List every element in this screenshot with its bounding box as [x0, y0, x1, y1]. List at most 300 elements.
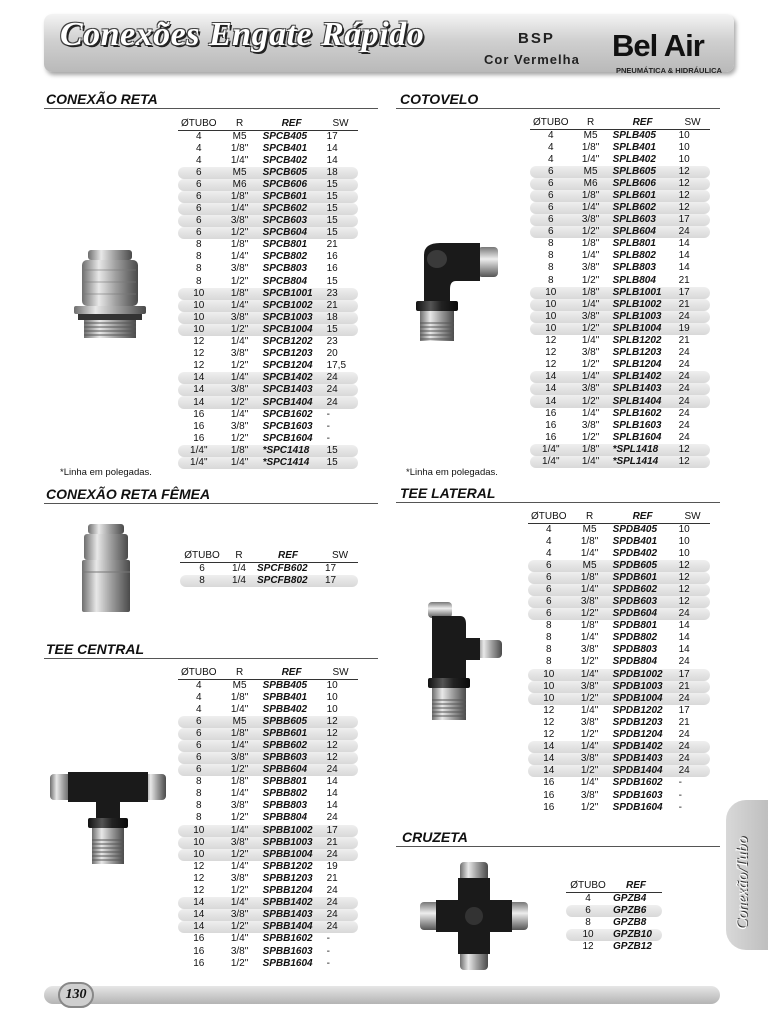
table-cell: SPDB605: [610, 560, 676, 572]
table-cell: SPLB1603: [612, 419, 662, 431]
table-cell: 23: [324, 288, 358, 300]
table-cell: 24: [324, 764, 358, 776]
table-cell: 6: [178, 227, 220, 239]
side-tab: [726, 800, 768, 950]
table-cell: 23: [326, 336, 338, 348]
table-cell: *SPL1418: [610, 444, 676, 456]
column-header: SW: [322, 550, 358, 562]
table-cell: SPBB402: [262, 703, 308, 715]
table-cell: SPCB602: [260, 203, 324, 215]
section-title-tee-lateral: TEE LATERAL: [400, 485, 496, 501]
table-cell: 15: [324, 445, 358, 457]
table-cell: SPLB604: [610, 226, 676, 238]
table-row: [530, 154, 710, 166]
table-cell: 6: [528, 608, 570, 620]
table-conexao-reta: [178, 118, 358, 469]
table-cell: SPBB1004: [260, 849, 324, 861]
column-header: ØTUBO: [178, 118, 220, 130]
table-cell: 10: [528, 681, 570, 693]
table-row: [530, 178, 710, 190]
table-cell: 3/8": [580, 644, 599, 656]
section-title-reta: CONEXÃO RETA: [46, 91, 158, 107]
footnote-inches: *Linha em polegadas.: [406, 467, 498, 478]
column-header: ØTUBO: [566, 880, 610, 892]
table-row: [178, 752, 358, 764]
table-cell: SPCB1403: [260, 384, 324, 396]
table-cell: 6: [178, 728, 220, 740]
table-cell: 1/4": [580, 777, 599, 789]
table-cell: 24: [324, 384, 358, 396]
table-cell: 1/8": [220, 191, 260, 203]
table-cell: 3/8": [570, 753, 610, 765]
table-row: [528, 669, 710, 681]
table-cell: 10: [178, 324, 220, 336]
table-cell: -: [326, 945, 330, 957]
column-header: ØTUBO: [528, 511, 570, 523]
table-cell: 1/4: [224, 575, 254, 587]
table-cell: 16: [193, 957, 205, 969]
table-cell: SPCB802: [262, 251, 308, 263]
table-cell: 4: [548, 129, 554, 141]
table-cell: SPBB604: [260, 764, 324, 776]
table-cell: 12: [676, 596, 710, 608]
table-cell: 17: [324, 825, 358, 837]
table-row: [530, 250, 710, 262]
table-row: [178, 215, 358, 227]
table-row: [528, 656, 710, 668]
table-row: [528, 572, 710, 584]
table-row: [530, 238, 710, 250]
table-cell: 12: [543, 704, 555, 716]
table-cell: SPCB804: [262, 275, 308, 287]
table-cell: 21: [324, 300, 358, 312]
table-cell: 17: [676, 214, 710, 226]
table-cell: SPDB1403: [610, 753, 676, 765]
table-cell: 8: [546, 632, 552, 644]
table-cell: *SPC1418: [260, 445, 324, 457]
table-cell: 3/8": [220, 909, 260, 921]
table-row: [178, 409, 358, 421]
table-cell: 1/4": [580, 547, 599, 559]
table-cell: 1/4": [220, 203, 260, 215]
table-cell: 10: [678, 153, 690, 165]
table-cell: 10: [530, 323, 572, 335]
table-cell: 6: [530, 166, 572, 178]
table-header-row: [530, 117, 710, 129]
table-cell: 12: [676, 444, 710, 456]
section-title-cotovelo: COTOVELO: [400, 91, 479, 107]
table-row: [530, 408, 710, 420]
table-row: [528, 523, 710, 536]
table-cell: 4: [585, 892, 591, 904]
table-cell: 1/4": [530, 444, 572, 456]
table-cell: 16: [543, 789, 555, 801]
table-cell: GPZB12: [613, 940, 652, 952]
table-cell: M5: [220, 167, 260, 179]
table-cell: SPCB1402: [260, 372, 324, 384]
table-cell: SPDB402: [612, 547, 658, 559]
table-cell: 16: [545, 407, 557, 419]
table-row: [178, 704, 358, 716]
table-cell: 1/2": [581, 359, 600, 371]
table-row: [178, 203, 358, 215]
table-cell: 15: [326, 275, 338, 287]
table-cell: 10: [528, 669, 570, 681]
brand-logo: Bel Air: [612, 28, 704, 63]
footer-bar: [44, 986, 720, 1004]
table-cell: SPDB401: [612, 535, 658, 547]
table-cell: 15: [324, 227, 358, 239]
table-cell: 14: [530, 383, 572, 395]
table-cell: 1/8": [220, 445, 260, 457]
cross-fitting-image: [418, 860, 530, 972]
table-row: [528, 620, 710, 632]
table-cell: 1/8": [230, 142, 249, 154]
table-cell: SPLB1404: [610, 395, 676, 407]
table-cell: SPDB604: [610, 608, 676, 620]
table-header-row: [180, 550, 358, 562]
table-row: [528, 802, 710, 814]
table-cell: GPZB6: [610, 905, 662, 917]
table-cell: 1/4": [581, 250, 600, 262]
table-cell: 3/8": [230, 945, 249, 957]
table-cell: 17: [325, 562, 337, 574]
table-cell: SPCB801: [262, 239, 308, 251]
table-row: [530, 202, 710, 214]
table-cell: 12: [676, 584, 710, 596]
table-cell: SPDB1204: [612, 729, 663, 741]
table-row: [178, 143, 358, 155]
table-cell: 10: [566, 929, 610, 941]
table-cell: 6: [178, 191, 220, 203]
table-cell: 24: [676, 608, 710, 620]
table-row: [178, 336, 358, 348]
table-row: [178, 825, 358, 837]
table-row: [530, 383, 710, 395]
table-cell: 12: [582, 940, 594, 952]
table-cell: 19: [326, 860, 338, 872]
table-row: [178, 457, 358, 469]
table-cell: 19: [676, 323, 710, 335]
table-cell: SPLB1403: [610, 383, 676, 395]
table-cell: 6: [178, 752, 220, 764]
table-cell: 3/8": [570, 596, 610, 608]
table-cell: 8: [196, 251, 202, 263]
table-row: [528, 536, 710, 548]
table-cell: 1/4": [220, 897, 260, 909]
table-cell: 10: [678, 523, 690, 535]
table-cell: 3/8": [581, 419, 600, 431]
column-header: SW: [324, 667, 358, 679]
section-divider: [44, 108, 378, 109]
table-cell: 14: [678, 644, 690, 656]
table-cell: 1/2": [572, 323, 610, 335]
table-cell: SPCB1202: [262, 336, 313, 348]
table-cell: SPDB1404: [610, 765, 676, 777]
table-cell: 24: [678, 407, 690, 419]
table-cell: 14: [678, 620, 690, 632]
table-cell: 1/4": [220, 825, 260, 837]
table-cell: 12: [193, 360, 205, 372]
table-cell: SPDB1402: [610, 741, 676, 753]
table-cell: 1/4": [178, 445, 220, 457]
table-cell: 24: [676, 741, 710, 753]
table-cell: 12: [545, 359, 557, 371]
table-cell: SPCB601: [260, 191, 324, 203]
table-cell: 3/8": [230, 800, 249, 812]
table-cell: SPCB1004: [260, 324, 324, 336]
table-cell: SPLB1602: [612, 407, 662, 419]
table-cell: 14: [178, 384, 220, 396]
table-cell: 17: [326, 130, 338, 142]
table-cell: SPCB1404: [260, 396, 324, 408]
table-cell: 3/8": [220, 384, 260, 396]
table-row: [178, 788, 358, 800]
table-cell: 20: [326, 348, 338, 360]
table-cell: 8: [548, 262, 554, 274]
table-cell: 1/4": [220, 372, 260, 384]
table-cell: 12: [193, 885, 205, 897]
table-cell: 1/8": [580, 535, 599, 547]
straight-fitting-image: [70, 248, 150, 340]
section-divider: [396, 108, 720, 109]
table-cell: 12: [676, 178, 710, 190]
table-row: [530, 347, 710, 359]
table-row: [528, 608, 710, 620]
table-cell: SPBB1403: [260, 909, 324, 921]
table-cell: SPCB405: [262, 130, 308, 142]
table-cell: 1/8": [230, 691, 249, 703]
table-cell: SPLB1202: [612, 335, 662, 347]
table-cell: 14: [326, 142, 338, 154]
tee-central-fitting-image: [48, 766, 168, 868]
column-header: R: [570, 511, 610, 523]
table-cell: GPZB10: [610, 929, 662, 941]
table-cell: 3/8": [220, 752, 260, 764]
table-cell: 17: [676, 287, 710, 299]
table-cell: 1/2": [570, 693, 610, 705]
table-row: [528, 560, 710, 572]
table-cell: SPBB601: [260, 728, 324, 740]
table-cell: SPBB802: [262, 788, 308, 800]
table-cell: SPBB605: [260, 716, 324, 728]
table-cell: 12: [543, 716, 555, 728]
table-cell: 14: [530, 371, 572, 383]
table-cell: SPCB1002: [260, 300, 324, 312]
table-cell: 16: [545, 431, 557, 443]
table-cell: SPLB606: [610, 178, 676, 190]
table-cell: M5: [220, 716, 260, 728]
table-cell: 21: [678, 274, 690, 286]
table-cell: 1/2": [580, 729, 599, 741]
table-row: [178, 873, 358, 885]
table-cell: 1/2": [220, 396, 260, 408]
table-cell: 4: [196, 142, 202, 154]
table-cell: 4: [196, 703, 202, 715]
table-cell: *SPL1414: [610, 456, 676, 468]
table-cell: 14: [326, 154, 338, 166]
table-row: [528, 681, 710, 693]
table-cell: -: [326, 957, 330, 969]
table-row: [528, 693, 710, 705]
table-cell: 1/2": [220, 324, 260, 336]
table-cell: 1/8": [572, 190, 610, 202]
column-header: REF: [610, 117, 676, 129]
table-cell: 24: [676, 765, 710, 777]
table-cell: 24: [678, 656, 690, 668]
column-header: R: [220, 667, 260, 679]
table-row: [178, 421, 358, 433]
table-cell: 12: [676, 560, 710, 572]
section-divider: [396, 502, 720, 503]
table-cell: 8: [196, 776, 202, 788]
table-cell: 1/4": [230, 251, 249, 263]
table-cell: -: [326, 432, 330, 444]
table-cell: 4: [546, 547, 552, 559]
table-cell: 6: [528, 596, 570, 608]
table-cell: 4: [196, 691, 202, 703]
table-cell: 3/8": [572, 214, 610, 226]
table-cell: 14: [678, 632, 690, 644]
table-cell: 16: [193, 420, 205, 432]
table-cell: SPDB802: [612, 632, 658, 644]
table-cell: 10: [178, 849, 220, 861]
table-cell: 10: [326, 703, 338, 715]
column-header: REF: [610, 880, 662, 892]
female-fitting-image: [78, 522, 134, 614]
table-cell: 24: [324, 396, 358, 408]
table-cell: 1/4": [178, 457, 220, 469]
table-row: [178, 348, 358, 360]
table-cell: 24: [678, 347, 690, 359]
table-cell: SPBB1204: [262, 885, 313, 897]
table-row: [530, 214, 710, 226]
tee-lateral-fitting-image: [424, 598, 504, 724]
table-row: [178, 360, 358, 372]
table-cell: SPLB1204: [612, 359, 662, 371]
table-cell: *SPC1414: [260, 457, 324, 469]
table-cell: SPBB401: [262, 691, 308, 703]
table-cell: M5: [582, 523, 597, 535]
table-cell: 12: [676, 572, 710, 584]
table-cell: 12: [193, 336, 205, 348]
table-cell: SPDB1202: [612, 704, 663, 716]
table-row: [180, 575, 358, 587]
table-tee-lateral: [528, 511, 710, 814]
table-cell: 14: [528, 741, 570, 753]
table-cell: 3/8": [220, 837, 260, 849]
table-row: [178, 837, 358, 849]
table-cell: 16: [326, 251, 338, 263]
table-header-row: [178, 667, 358, 679]
footnote-inches: *Linha em polegadas.: [60, 467, 152, 478]
table-row: [530, 323, 710, 335]
table-row: [178, 679, 358, 692]
table-cell: 3/8": [580, 789, 599, 801]
table-cell: GPZB8: [613, 916, 647, 928]
table-cell: 1/2": [572, 226, 610, 238]
table-cell: 1/4": [581, 153, 600, 165]
table-cell: 4: [548, 141, 554, 153]
table-cell: 8: [548, 238, 554, 250]
table-cell: 24: [678, 419, 690, 431]
table-cell: 21: [326, 872, 338, 884]
table-cell: SPLB1001: [610, 287, 676, 299]
table-cell: SPLB405: [612, 129, 656, 141]
section-divider: [44, 658, 378, 659]
table-cell: 8: [546, 644, 552, 656]
table-cell: SPBB1604: [262, 957, 313, 969]
brand-tagline: PNEUMÁTICA & HIDRÁULICA: [616, 66, 722, 75]
table-row: [530, 444, 710, 456]
table-row: [178, 945, 358, 957]
table-cell: SPLB802: [612, 250, 656, 262]
table-cell: SPBB405: [262, 679, 308, 691]
table-cell: 8: [548, 274, 554, 286]
table-cell: 12: [193, 348, 205, 360]
table-cell: SPBB1003: [260, 837, 324, 849]
table-cell: -: [326, 933, 330, 945]
table-cell: 8: [196, 800, 202, 812]
table-row: [530, 287, 710, 299]
table-row: [178, 897, 358, 909]
table-cell: 1/4": [220, 300, 260, 312]
table-row: [528, 596, 710, 608]
table-row: [178, 227, 358, 239]
table-cell: 1/4": [570, 741, 610, 753]
table-cell: 1/4": [230, 703, 249, 715]
table-cell: 21: [678, 716, 690, 728]
table-cell: 24: [678, 431, 690, 443]
table-cell: -: [678, 777, 682, 789]
table-cell: M5: [232, 679, 247, 691]
table-row: [530, 129, 710, 142]
table-cell: SPDB1003: [610, 681, 676, 693]
table-cell: 15: [324, 191, 358, 203]
table-cell: GPZB4: [613, 892, 647, 904]
table-cell: SPDB1604: [612, 801, 663, 813]
table-row: [566, 892, 662, 905]
table-cell: 1/4": [220, 740, 260, 752]
column-header: SW: [676, 511, 710, 523]
table-cell: 8: [546, 620, 552, 632]
table-cell: M5: [583, 129, 598, 141]
table-cell: 3/8": [230, 420, 249, 432]
table-cell: 3/8": [230, 263, 249, 275]
table-row: [178, 716, 358, 728]
table-cell: 10: [678, 141, 690, 153]
table-cell: 1/8": [572, 287, 610, 299]
table-cell: SPCFB802: [254, 575, 322, 587]
table-cell: SPBB603: [260, 752, 324, 764]
table-cell: 14: [178, 921, 220, 933]
table-row: [566, 905, 662, 917]
table-cell: 6: [528, 572, 570, 584]
table-cell: 10: [178, 837, 220, 849]
table-cell: 6: [199, 562, 205, 574]
table-row: [528, 753, 710, 765]
table-row: [530, 420, 710, 432]
table-cell: SPCB1602: [262, 408, 313, 420]
table-cell: SPCB1604: [262, 432, 313, 444]
table-cell: SPLB402: [612, 153, 656, 165]
table-cell: SPBB1402: [260, 897, 324, 909]
table-cell: SPDB1002: [610, 669, 676, 681]
column-header: SW: [676, 117, 710, 129]
table-row: [530, 262, 710, 274]
table-cell: SPDB1602: [612, 777, 663, 789]
table-cell: 16: [193, 408, 205, 420]
